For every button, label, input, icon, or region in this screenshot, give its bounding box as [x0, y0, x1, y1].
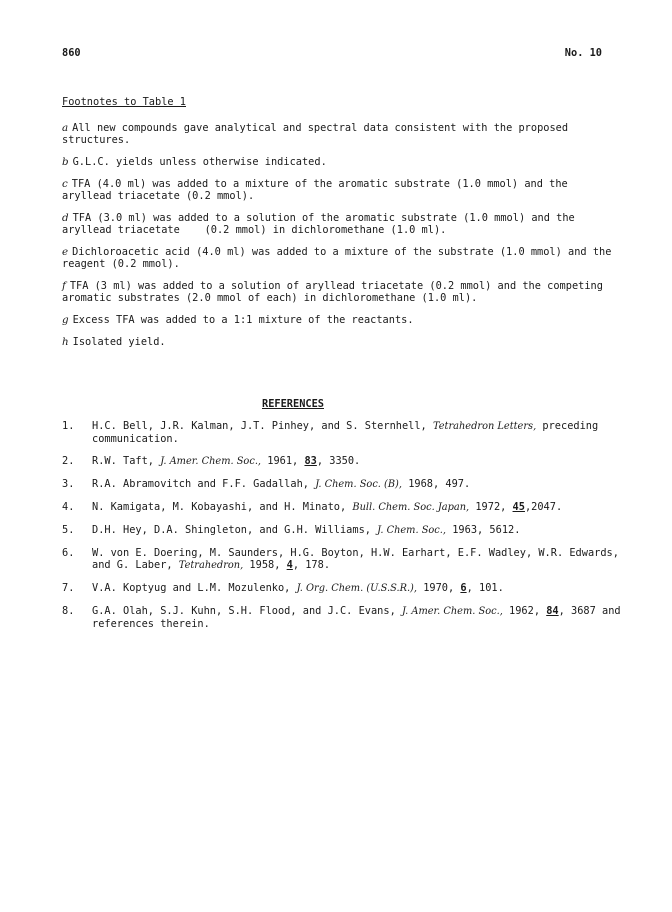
- footnote-item: e Dichloroacetic acid (4.0 ml) was added to a mixture of the substrate (1.0 mmol) and the reagent (0.2 mmol).: [62, 246, 612, 270]
- reference-item: 6. W. von E. Doering, M. Saunders, H.G. Boyton, H.W. Earhart, E.F. Wadley, W.R. Edwards, and G. Laber, Tetrahedron, 1958, 4, 178.: [62, 547, 619, 571]
- footnote-item: b G.L.C. yields unless otherwise indicated.: [62, 156, 327, 168]
- references-title: REFERENCES: [262, 398, 324, 410]
- reference-item: 4. N. Kamigata, M. Kobayashi, and H. Minato, Bull. Chem. Soc. Japan, 1972, 45,2047.: [62, 501, 563, 513]
- footnote-item: f TFA (3 ml) was added to a solution of aryllead triacetate (0.2 mmol) and the competing aromatic substrates (2.0 mmol of each) in dichloromethane (1.0 ml).: [62, 280, 603, 304]
- footnotes-list: [62, 122, 622, 358]
- issue-number: No. 10: [564, 47, 602, 59]
- reference-item: 5. D.H. Hey, D.A. Shingleton, and G.H. Williams, J. Chem. Soc., 1963, 5612.: [62, 524, 521, 536]
- footnote-item: c TFA (4.0 ml) was added to a mixture of the aromatic substrate (1.0 mmol) and the aryllead triacetate (0.2 mmol).: [62, 178, 568, 202]
- reference-item: 1. H.C. Bell, J.R. Kalman, J.T. Pinhey, and S. Sternhell, Tetrahedron Letters, preceding communication.: [62, 420, 599, 445]
- footnote-item: h Isolated yield.: [62, 336, 166, 348]
- footnote-item: d TFA (3.0 ml) was added to a solution of the aromatic substrate (1.0 mmol) and the aryllead triacetate (0.2 mmol) in dichloromethane (1.0 ml).: [62, 212, 581, 236]
- footnotes-title: Footnotes to Table 1: [62, 96, 186, 108]
- footnote-item: g Excess TFA was added to a 1:1 mixture of the reactants.: [62, 314, 414, 326]
- reference-item: 3. R.A. Abramovitch and F.F. Gadallah, J. Chem. Soc. (B), 1968, 497.: [62, 478, 471, 490]
- page-number: 860: [62, 47, 81, 59]
- footnote-item: a All new compounds gave analytical and spectral data consistent with the proposed structures.: [62, 122, 569, 146]
- reference-item: 2. R.W. Taft, J. Amer. Chem. Soc., 1961, 83, 3350.: [62, 455, 361, 467]
- page-header: [62, 47, 602, 61]
- reference-item: 7. V.A. Koptyug and L.M. Mozulenko, J. Org. Chem. (U.S.S.R.), 1970, 6, 101.: [62, 582, 504, 594]
- reference-item: 8. G.A. Olah, S.J. Kuhn, S.H. Flood, and J.C. Evans, J. Amer. Chem. Soc., 1962, 84, 3687 and references therein.: [62, 605, 621, 630]
- references-list: [62, 420, 622, 640]
